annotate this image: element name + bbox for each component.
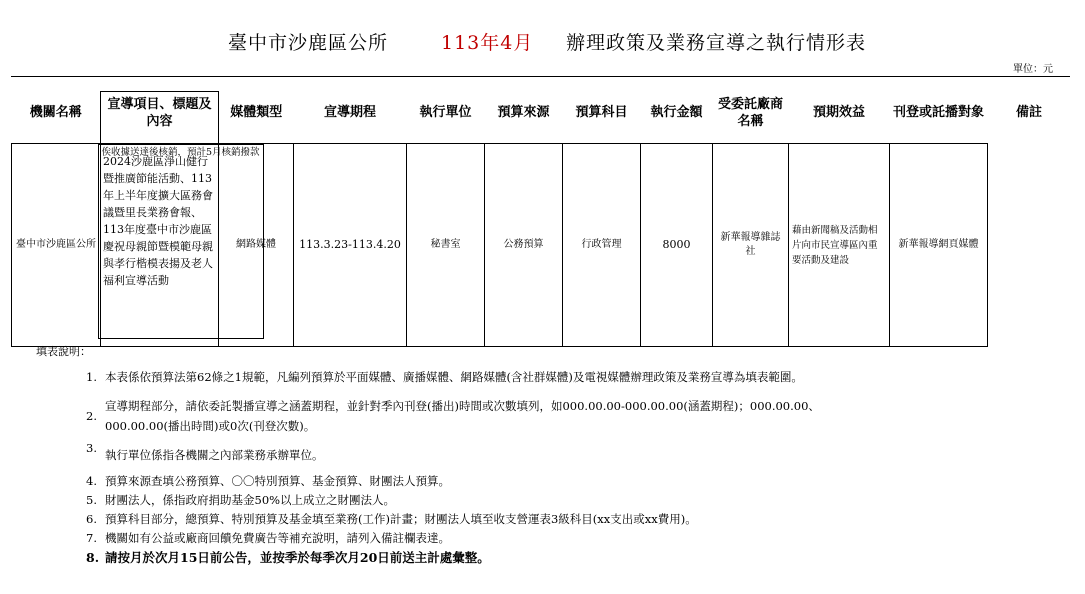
header-exec-unit: 執行單位 [419, 105, 472, 121]
header-item: 宣導項目、標題及內容 [101, 92, 219, 135]
cell-media: 網路媒體 [219, 144, 294, 347]
cell-exec-unit: 秘書室 [407, 144, 485, 347]
execution-table [11, 91, 1071, 347]
table-header-row [12, 92, 1071, 135]
cell-effect: 藉由新聞稿及活動相片向市民宣導區內重要活動及建設 [789, 144, 890, 347]
header-agency: 機關名稱 [29, 105, 82, 121]
cell-publish: 新華報導網頁媒體 [890, 144, 988, 347]
unit-label: 單位：元 [1013, 64, 1053, 75]
cell-agency: 臺中市沙鹿區公所 [12, 144, 101, 347]
header-effect: 預期效益 [812, 105, 865, 121]
header-period: 宣導期程 [323, 105, 376, 121]
cell-period: 113.3.23-113.4.20 [294, 144, 407, 347]
header-vendor: 受委託廠商名稱 [717, 96, 783, 129]
cell-vendor: 新華報導雜誌社 [713, 144, 789, 347]
header-remark: 備註 [1015, 105, 1042, 121]
header-amount: 執行金額 [650, 105, 703, 121]
header-budget-source: 預算來源 [497, 105, 550, 121]
cell-remark: 俟收據送達後核銷，預計5月核銷撥款 [98, 144, 264, 339]
header-budget-subject: 預算科目 [575, 105, 628, 121]
header-media: 媒體類型 [230, 105, 283, 121]
cell-item: 2024沙鹿區淨山健行暨推廣節能活動、113年上半年度擴大區務會議暨里長業務會報、113年度臺中市沙鹿區慶祝母親節暨模範母親與孝行楷模表揚及老人福利宣導活動 [101, 144, 219, 347]
cell-budget-source: 公務預算 [485, 144, 563, 347]
notes-label: 填表說明： [36, 345, 91, 358]
report-title [0, 28, 1085, 58]
table-gap-row [12, 134, 1071, 144]
table-row [12, 144, 1071, 347]
title-organization: 臺中市沙鹿區公所 [228, 32, 389, 54]
cell-amount: 8000 [641, 144, 713, 347]
title-report-name: 辦理政策及業務宣導之執行情形表 [566, 32, 867, 54]
title-month: 113年4月 [441, 32, 534, 54]
header-publish: 刊登或託播對象 [892, 105, 984, 121]
header-divider [11, 76, 1070, 77]
cell-budget-subject: 行政管理 [563, 144, 641, 347]
